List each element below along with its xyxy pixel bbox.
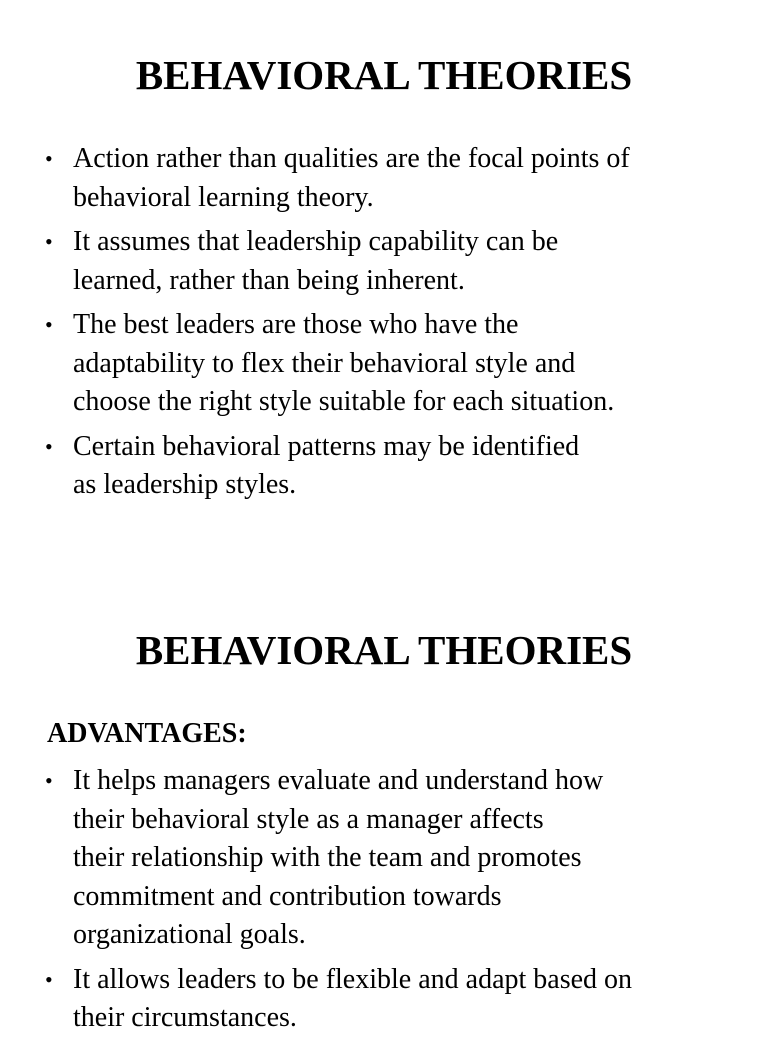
bullet-icon: •: [45, 966, 53, 992]
bullet-text: It helps managers evaluate and understand how their behavioral style as a manager affects their relationship with the team and promotes commitment and contribution towards organizational goals.: [73, 765, 604, 950]
list-item: [45, 428, 735, 505]
slide-1-bullet-list: [45, 140, 735, 511]
slide-2-title: BEHAVIORAL THEORIES: [135, 627, 633, 673]
bullet-icon: •: [45, 312, 53, 337]
list-item: [45, 223, 735, 300]
list-item: [45, 306, 735, 422]
bullet-icon: •: [45, 768, 53, 793]
slide-2-bullet-list: [45, 762, 735, 1044]
bullet-icon: •: [45, 146, 53, 171]
bullet-text: The best leaders are those who have the adaptability to flex their behavioral style and choose the right style suitable for each situation.: [73, 309, 615, 417]
advantages-heading: ADVANTAGES:: [47, 718, 247, 749]
list-item: [45, 140, 735, 217]
bullet-icon: •: [45, 433, 53, 459]
bullet-text: It allows leaders to be flexible and adapt based on their circumstances.: [73, 963, 633, 1033]
list-item: [45, 961, 735, 1038]
bullet-icon: •: [45, 229, 53, 254]
bullet-text: Action rather than qualities are the focal points of behavioral learning theory.: [73, 143, 630, 213]
bullet-text: Certain behavioral patterns may be identified as leadership styles.: [73, 430, 580, 500]
list-item: [45, 762, 735, 955]
slide-1-title: BEHAVIORAL THEORIES: [135, 52, 633, 98]
bullet-text: It assumes that leadership capability can be learned, rather than being inherent.: [73, 226, 559, 296]
